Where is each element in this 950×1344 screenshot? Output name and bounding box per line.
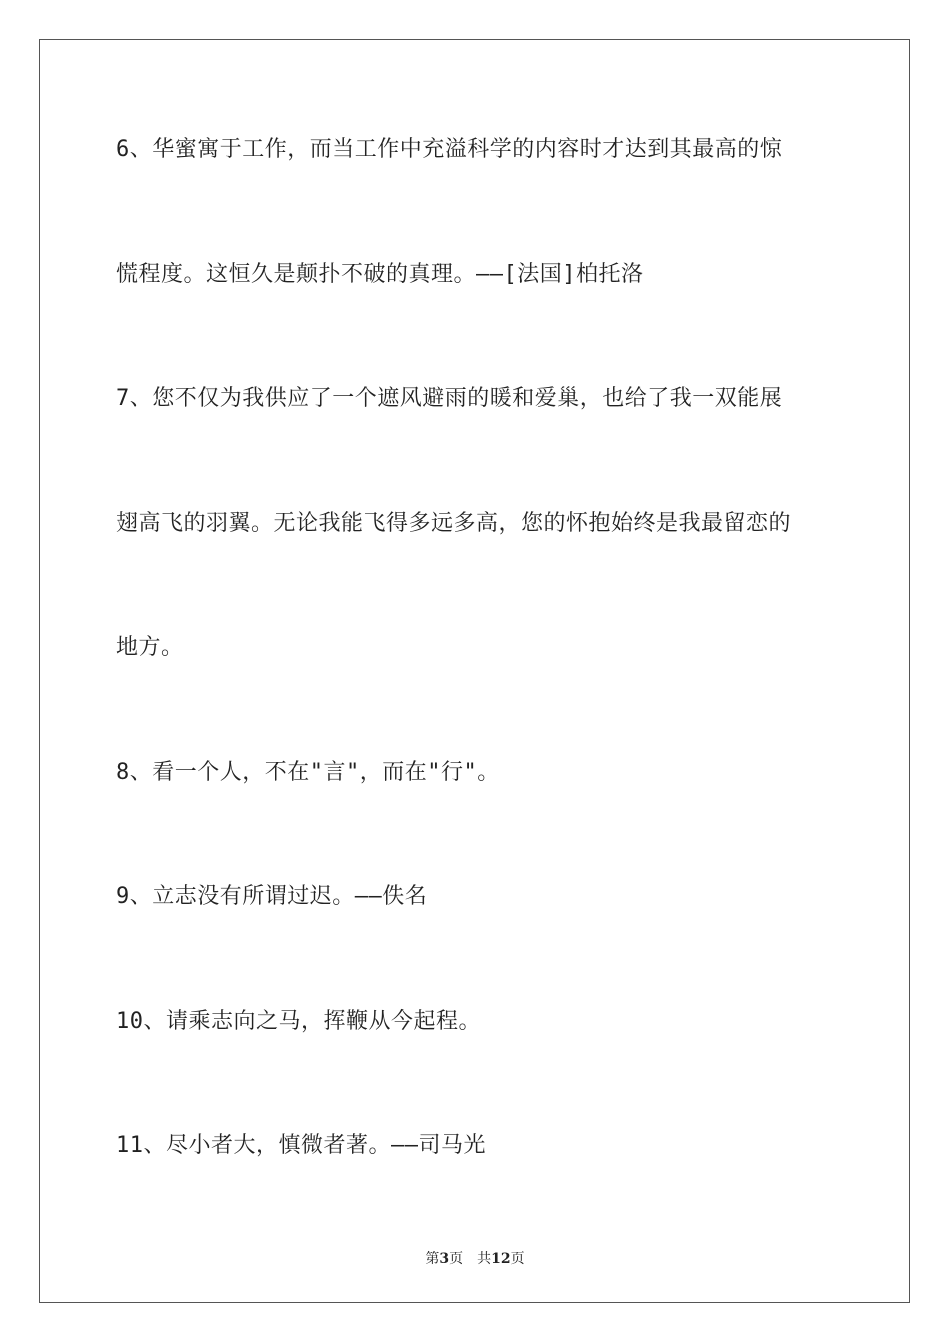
quote-9: 9、立志没有所谓过迟。——佚名 bbox=[116, 884, 428, 909]
quote-6-line-2: 慌程度。这恒久是颠扑不破的真理。——[法国]柏托洛 bbox=[116, 262, 644, 287]
quote-8: 8、看一个人，不在"言"，而在"行"。 bbox=[116, 760, 500, 785]
total-pages: 12 bbox=[491, 1251, 511, 1267]
total-suffix: 页 bbox=[510, 1251, 525, 1267]
quote-11: 11、尽小者大，慎微者著。——司马光 bbox=[116, 1133, 486, 1158]
page-number: 3 bbox=[439, 1251, 450, 1267]
quote-7-line-3: 地方。 bbox=[116, 635, 184, 660]
quote-6-line-1: 6、华蜜寓于工作，而当工作中充溢科学的内容时才达到其最高的惊 bbox=[116, 137, 783, 162]
quote-10: 10、请乘志向之马，挥鞭从今起程。 bbox=[116, 1009, 481, 1034]
total-prefix: 共 bbox=[477, 1251, 492, 1267]
page-suffix: 页 bbox=[449, 1251, 464, 1267]
page-prefix: 第 bbox=[425, 1251, 440, 1267]
page-border bbox=[39, 39, 910, 1303]
page-footer bbox=[0, 1248, 950, 1268]
quote-7-line-2: 翅高飞的羽翼。无论我能飞得多远多高，您的怀抱始终是我最留恋的 bbox=[116, 511, 792, 536]
quote-7-line-1: 7、您不仅为我供应了一个遮风避雨的暖和爱巢，也给了我一双能展 bbox=[116, 386, 783, 411]
